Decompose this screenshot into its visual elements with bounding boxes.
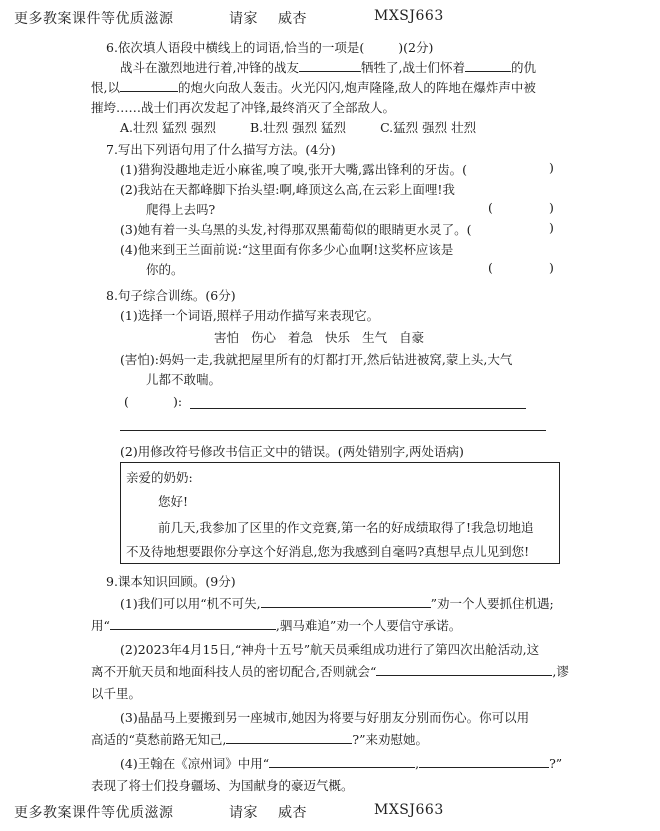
q6-blank-2[interactable] [465,60,511,72]
q7-item-4b: 你的。 [146,262,184,277]
q6-option-a[interactable]: A.壮烈 猛烈 强烈 [120,120,216,135]
q6-line2: 恨,以 的炮火向敌人轰击。火光闪闪,炮声隆隆,敌人的阵地在爆炸声中被 [91,80,536,95]
q7-open-4: ( [488,260,493,275]
q8-stem: 8.句子综合训练。(6分) [106,288,236,303]
q8-word-bank [214,328,436,346]
q6-line3: 摧垮……战士们再次发起了冲锋,最终消灭了全部敌人。 [91,100,395,115]
q7-close-3: ) [549,220,554,235]
q6-options [120,118,510,136]
q9-c-line2: 高适的“莫愁前路无知己, ?”来劝慰她。 [91,732,428,747]
q9-a-line1: (1)我们可以用“机不可失, ”劝一个人要抓住机遇; [120,596,554,611]
word-1: 害怕 [214,330,240,345]
word-5: 生气 [362,330,388,345]
q9-blank-b[interactable] [376,664,552,676]
q8-example-2: 儿都不敢喘。 [146,372,222,387]
word-2: 伤心 [251,330,277,345]
footer-mid1: 请家 [229,805,258,821]
q9-blank-d1[interactable] [269,756,415,768]
q7-close-2: ) [549,200,554,215]
footer-mid2: 威杏 [278,805,307,821]
q8-sub1: (1)选择一个词语,照样子用动作描写来表现它。 [120,308,380,323]
q9-c-line1: (3)晶晶马上要搬到另一座城市,她因为将要与好朋友分别而伤心。你可以用 [120,710,530,725]
header-mid2: 威杏 [278,11,307,27]
q8-answer-line-1[interactable] [190,408,526,409]
q9-stem: 9.课本知识回顾。(9分) [106,574,236,589]
q9-blank-a2[interactable] [110,618,276,630]
q9-blank-d2[interactable] [419,756,549,768]
q9-b-line2: 离不开航天员和地面科技人员的密切配合,否则就会“ ,谬 [91,664,569,679]
q7-open-2: ( [488,200,493,215]
q7-item-2a: (2)我站在天都峰脚下抬头望:啊,峰顶这么高,在云彩上面哩!我 [120,182,455,197]
letter-body-2: 不及待地想要跟你分享这个好消息,您为我感到自毫吗?真想早点儿见到您! [126,544,530,559]
q6-line1: 战斗在激烈地进行着,冲锋的战友 牺牲了,战士们怀着 的仇 [120,60,536,75]
letter-hello: 您好! [158,494,189,509]
q9-b-line3: 以千里。 [91,686,142,701]
word-4: 快乐 [325,330,351,345]
q9-d-line2: 表现了将士们投身疆场、为国献身的豪迈气概。 [91,778,354,793]
footer-left: 更多教案课件等优质滋源 [14,805,174,821]
q9-a-line2: 用“ ,驷马难追”劝一个人要信守承诺。 [91,618,462,633]
letter-greeting: 亲爱的奶奶: [126,470,193,485]
q6-blank-3[interactable] [120,80,178,92]
q7-item-4a: (4)他来到王兰面前说:“这里面有你多少心血啊!这奖杯应该是 [120,242,454,257]
q9-blank-a1[interactable] [261,596,431,608]
header-code: MXSJ663 [374,8,444,24]
q7-item-3: (3)她有着一头乌黑的头发,衬得那双黑葡萄似的眼睛更水灵了。( [120,222,472,237]
q7-close-4: ) [549,260,554,275]
q8-answer-close: ): [173,394,183,409]
q8-sub2: (2)用修改符号修改书信正文中的错误。(两处错别字,两处语病) [120,444,464,459]
q9-d-line1: (4)王翰在《凉州词》中用“ , ?” [120,756,563,771]
q9-blank-c[interactable] [226,732,352,744]
q7-item-1: (1)猎狗没趣地走近小麻雀,嗅了嗅,张开大嘴,露出锋利的牙齿。( [120,162,468,177]
q9-b-line1: (2)2023年4月15日,“神舟十五号”航天员乘组成功进行了第四次出舱活动,这 [120,642,540,657]
q8-example-1: (害怕):妈妈一走,我就把屋里所有的灯都打开,然后钻进被窝,蒙上头,大气 [120,352,513,367]
q6-option-b[interactable]: B.壮烈 强烈 猛烈 [249,120,347,135]
q7-stem: 7.写出下列语句用了什么描写方法。(4分) [106,142,336,157]
word-3: 着急 [288,330,314,345]
header-mid1: 请家 [229,11,258,27]
q6-stem: 6.依次填人语段中横线上的词语,恰当的一项是( )(2分) [106,40,434,55]
q7-item-2b: 爬得上去吗? [146,202,216,217]
q8-answer-line-2[interactable] [120,430,546,431]
q6-option-c[interactable]: C.猛烈 强烈 壮烈 [380,120,477,135]
q6-blank-1[interactable] [299,60,361,72]
q8-answer-open: ( [124,394,129,409]
word-6: 自豪 [399,330,425,345]
q7-close-1: ) [549,160,554,175]
header-left: 更多教案课件等优质滋源 [14,11,174,27]
letter-body-1: 前几天,我参加了区里的作文竞赛,第一名的好成绩取得了!我急切地追 [158,520,534,535]
footer-code: MXSJ663 [374,802,444,818]
